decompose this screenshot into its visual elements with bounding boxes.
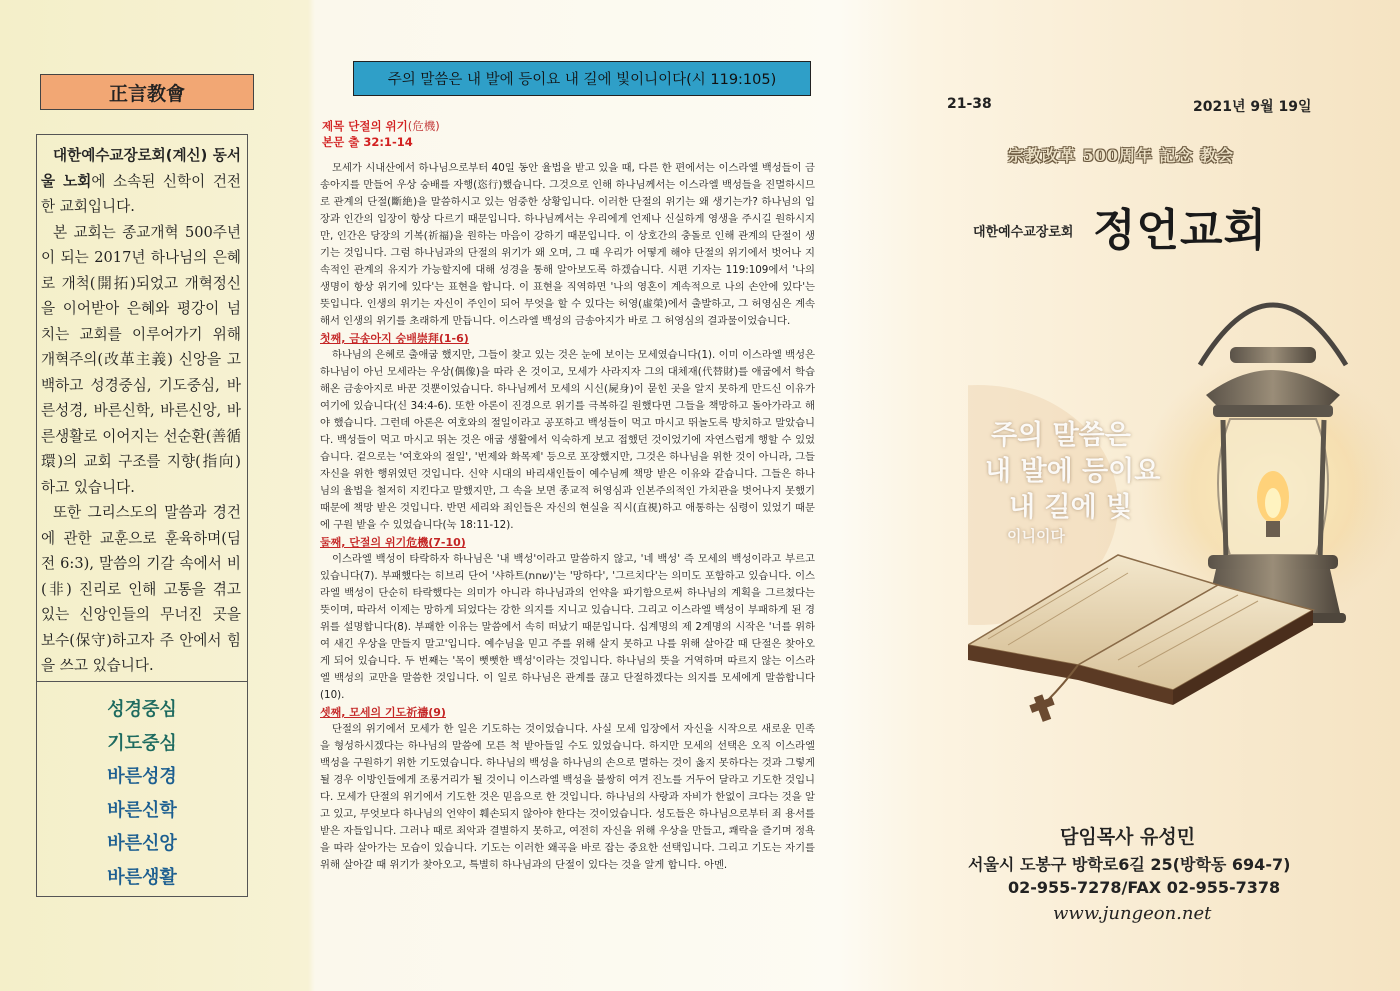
- section-body: 단절의 위기에서 모세가 한 일은 기도하는 것이었습니다. 사실 모세 입장에서 자신을 시작으로 새로운 민족을 형성하시겠다는 하나님의 말씀에 모른 척 받아들일 수도 있었습니다. 하지만 모세의 선택은 오직 이스라엘 백성을 구원하기 위한 기도였습니다. 하나님의 백성을 하나님의 손으로 멸하는 것이 옳지 못하다는 것과 그렇게 될 경우 이방인들에게 조롱거리가 될 것이니 이스라엘 백성을 불쌍히 여겨 진노를 거두어 달라고 기도한 것입니다. 모세가 단절의 위기에서 기도한 것은 믿음으로 한 것입니다. 하나님의 사랑과 자비가 한없이 크다는 것을 알고 있고, 무엇보다 하나님의 언약이 훼손되지 않아야 한다는 것이었습니다. 성도들은 하나님으로부터 죄 용서를 받은 자들입니다. 그러나 때로 죄악과 결별하지 못하고, 여전히 자신을 위해 우상을 만들고, 쾌락을 즐기며 정욕을 따라 살아가는 모습이 있습니다. 기도는 이러한 왜곡을 바로 잡는 중요한 선택입니다. 그리고 기도는 자기를 위해 살아갈 때 위기가 찾아오고, 특별히 하나님과의 단절이 있다는 것을 알게 합니다. 아멘.: [320, 723, 815, 871]
- denomination: 대한예수교장로회: [973, 225, 1074, 240]
- intro-paragraph: 또한 그리스도의 말씀과 경건에 관한 교훈으로 훈육하며(딤전 6:3), 말씀의 기갈 속에서 비(非) 진리로 인해 고통을 겪고 있는 신앙인들의 무너진 곳을 보수(保守)하고자 주 안에서 힘을 쓰고 있습니다.: [41, 504, 241, 674]
- section-body: 이스라엘 백성이 타락하자 하나님은 '내 백성'이라고 말씀하지 않고, '네 백성' 즉 모세의 백성이라고 부르고 있습니다(7). 부패했다는 히브리 단어 '샤하트(שחת)'는 '망하다', '그르치다'는 의미도 포함하고 있습니다. 이스라엘 백성이 단순히 타락했다는 의미가 아니라 하나님과의 언약을 파기함으로써 하나님의 계획을 그르쳤다는 뜻이며, 따라서 이제는 망하게 되었다는 강한 의지를 지니고 있습니다. 그리고 이스라엘 백성이 부패하게 된 경위를 설명합니다(8). 부패한 이유는 말씀에서 속히 떠났기 때문입니다. 십계명의 제 2계명의 시작은 '너를 위하여 새긴 우상을 만들지 말고'입니다. 예수님을 믿고 주를 위해 살지 못하고 나를 위해 살아갈 때 단절은 찾아오게 되어 있습니다. 두 번째는 '목이 뻣뻣한 백성'이라는 것입니다. 하나님의 뜻을 거역하며 따르지 않는 이스라엘 백성의 교만을 말씀한 것입니다. 이 일로 하나님은 관계를 끊고 단절하겠다는 의지를 모세에게 말씀합니다(10).: [320, 553, 815, 701]
- section-body: 하나님의 은혜로 출애굽 했지만, 그들이 찾고 있는 것은 눈에 보이는 모세였습니다(1). 이미 이스라엘 백성은 하나님이 아닌 모세라는 우상(偶像)을 따라 온 것이고, 모세가 사라지자 그의 대체재(代替財)를 애굽에서 학습해온 금송아지로 바꾼 것뿐이었습니다. 하나님께서 모세의 시신(屍身)이 묻힌 곳을 알지 못하게 만드신 이유가 여기에 있습니다(신 34:4-6). 또한 아론이 진경으로 위기를 극복하길 원했다면 그들을 책망하고 돌아가라고 해야 했습니다. 그런데 아론은 여호와의 절일이라고 공포하고 백성들이 먹고 마시고 뛰놀도록 방치하고 말았습니다. 백성들이 먹고 마시고 뛰논 것은 애굽 생활에서 익숙하게 보고 접했던 것이었기에 자연스럽게 행할 수 있었습니다. 겉으로는 '여호와의 절일', '번제와 화목제' 등으로 포장했지만, 그것은 하나님을 위한 것이 아니라, 그들 자신을 위한 행위였던 것입니다. 신약 시대의 바리새인들이 예수님께 책망 받은 이유와 같습니다. 그들은 하나님의 율법을 철저히 지킨다고 말했지만, 그 속을 보면 종교적 허영심과 인본주의적인 가치관을 벗어나지 못했기 때문에 책망 받은 것입니다. 반면 세리와 죄인들은 자신의 현실을 직시(直視)하고 애통하는 심령이 있었기 때문에 구원 받을 수 있었습니다(눅 18:11-12).: [320, 349, 815, 531]
- sermon-intro: 모세가 시내산에서 하나님으로부터 40일 동안 율법을 받고 있을 때, 다른 한 편에서는 이스라엘 백성들이 금송아지를 만들어 우상 숭배를 자행(恣行)했습니다. 그것으로 인해 하나님께서는 이스라엘 백성들을 진멸하시므로 관계의 단절(斷絶)을 말씀하시고 있는 엄중한 상황입니다. 이러한 단절의 위기는 왜 생기는가? 하나님의 입장과 인간의 입장이 항상 다르기 때문입니다. 하나님께서는 우리에게 언제나 신실하게 영생을 주시길 원하시지만, 인간은 당장의 기복(祈福)을 원하는 마음이 강하기 때문입니다. 이 상호간의 충돌로 인해 관계의 단절이 생기는 것입니다. 그럼 하나님과의 단절의 위기가 왜 오며, 그 때 우리가 어떻게 해야 단절의 위기에서 벗어나 지속적인 관계의 유지가 가능할지에 대해 성경을 통해 알아보도록 하겠습니다. 시편 기자는 119:109에서 '나의 생명이 항상 위기에 있다'는 표현을 합니다. 이 표현을 직역하면 '나의 영혼이 계속적으로 나의 손안에 있다'는 뜻입니다. 인생의 위기는 자신이 주인이 되어 무엇을 할 수 있다는 허영(虛榮)에서 출발하고, 그 허영심은 계속해서 인생의 위기를 초래하게 만듭니다. 이스라엘 백성의 금송아지가 바로 그 허영심의 결과물이었습니다.: [320, 162, 815, 327]
- intro-text: 에 소속된 신학이 건전한 교회입니다.: [41, 172, 242, 215]
- verse-banner: 주의 말씀은 내 발에 등이요 내 길에 빛이니이다(시 119:105): [353, 61, 811, 96]
- motto-list: [36, 681, 248, 897]
- calligraphy-line: 이니이다: [1007, 527, 1065, 545]
- issue-number: 21-38: [947, 96, 992, 112]
- intro-paragraph: 본 교회는 종교개혁 500주년이 되는 2017년 하나님의 은혜로 개척(開拓)되었고 개혁정신을 이어받아 은혜와 평강이 넘치는 교회를 이루어가기 위해 개혁주의(改革主義) 신앙을 고백하고 성경중심, 기도중심, 바른성경, 바른신학, 바른신앙, 바른생활로 이어지는 선순환(善循環)의 교회 구조를 지향(指向)하고 있습니다.: [41, 223, 241, 496]
- motto-item: 성경중심: [107, 699, 177, 720]
- motto-item: 기도중심: [107, 732, 177, 754]
- sermon-title-hanja: (危機): [407, 119, 440, 133]
- pastor-name: 담임목사 유성민: [1060, 826, 1196, 848]
- calligraphy-line: 주의 말씀은: [991, 420, 1131, 451]
- section-heading: 둘째, 단절의 위기危機(7-10): [320, 536, 466, 549]
- church-name: 정언교회: [1093, 205, 1268, 256]
- sermon-heading: [322, 118, 440, 150]
- motto-item: 바른신학: [107, 799, 177, 821]
- intro-paragraph: [41, 143, 241, 220]
- motto-item: 바른신앙: [107, 833, 177, 854]
- bulletin-date: 2021년 9월 19일: [1193, 99, 1312, 115]
- sermon-title-label: 제목 단절의 위기: [322, 119, 408, 133]
- reformation-caption: 宗教改革 500周年 記念 教会: [1008, 146, 1235, 165]
- church-intro: [36, 134, 248, 682]
- motto-item: 바른성경: [107, 766, 177, 787]
- church-badge: 正言教會: [40, 74, 254, 110]
- sermon-title: [322, 118, 440, 134]
- church-phone: 02-955-7278/FAX 02-955-7378: [1008, 878, 1281, 897]
- calligraphy-verse: [985, 418, 1160, 546]
- sermon-body: [320, 160, 815, 874]
- calligraphy-line: 내 발에 등이요: [985, 456, 1161, 487]
- section-heading: 셋째, 모세의 기도祈禱(9): [320, 706, 446, 719]
- calligraphy-line: 내 길에 빛: [1009, 492, 1133, 523]
- church-address: 서울시 도봉구 방학로6길 25(방학동 694-7): [968, 855, 1291, 874]
- section-heading: 첫째, 금송아지 숭배崇拜(1-6): [320, 332, 469, 345]
- intro-bold: 대한예수교장로회(계신) 동서울 노회: [41, 147, 241, 190]
- motto-item: 바른생활: [107, 866, 177, 888]
- church-website: www.jungeon.net: [1053, 903, 1212, 924]
- sermon-text-ref: 본문 출 32:1-14: [322, 135, 413, 149]
